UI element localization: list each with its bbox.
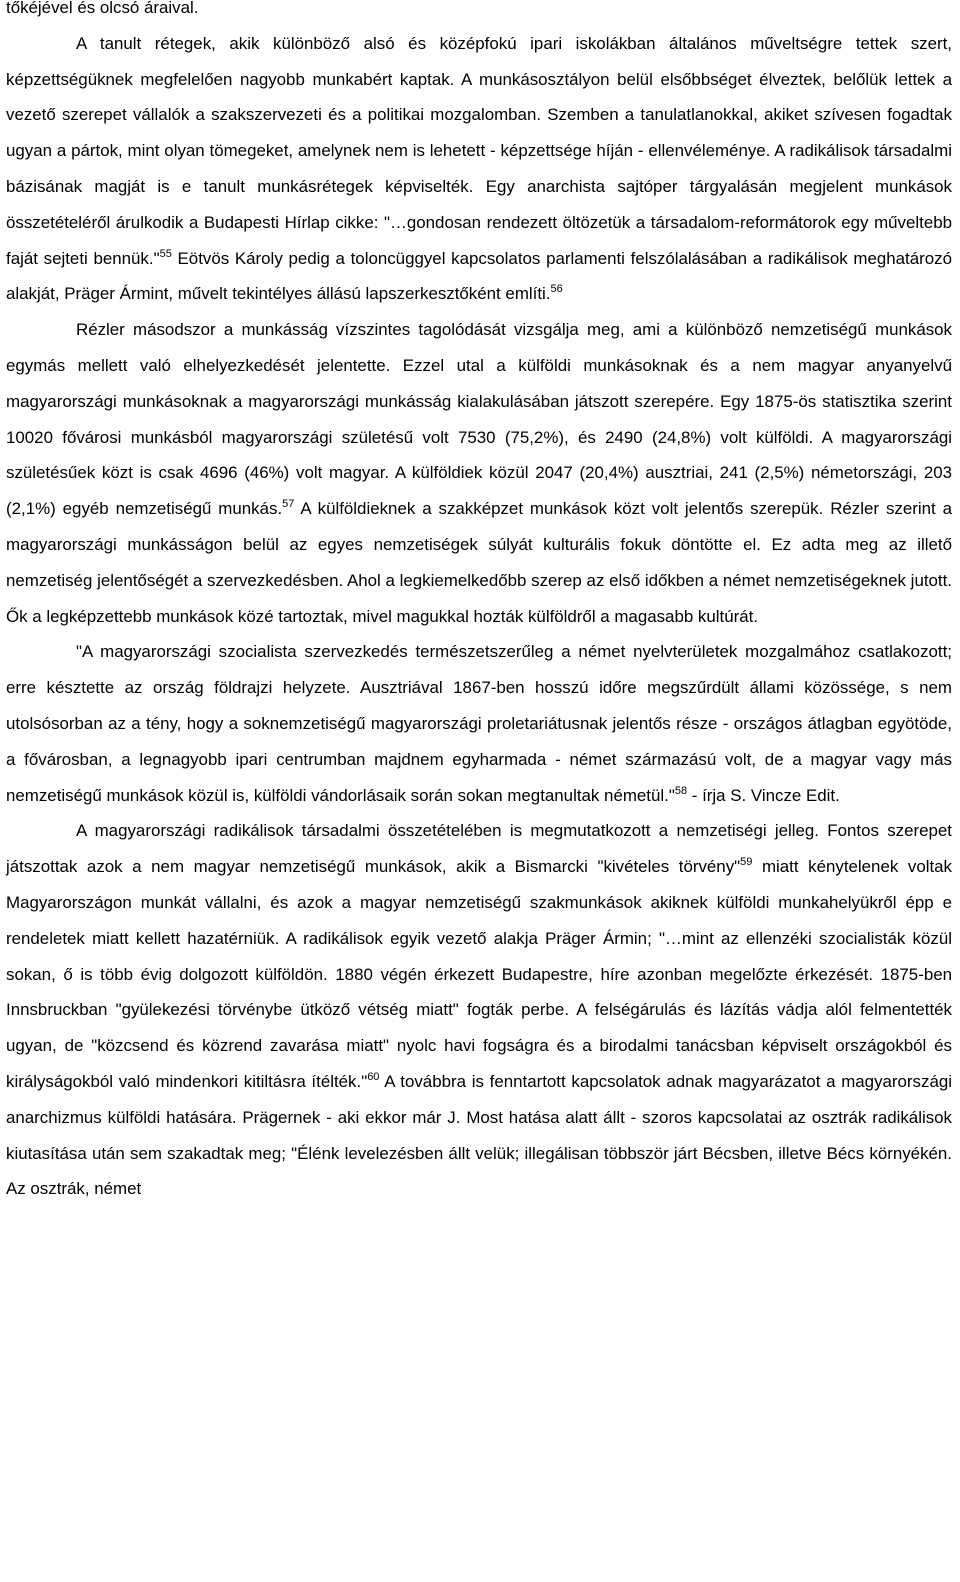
footnote-reference: 60 [367,1070,380,1083]
paragraph-text: "A magyarországi szocialista szervezkedés természetszerűleg a német nyelvterületek mozgalmához csatlakozott; erre késztette az ország földrajzi helyzete. Ausztriával 1867-ben hosszú időre megszűrdült állami közössége, s nem utolsósorban az a tény, hogy a soknemzetiségű magyarországi proletariátusnak jelentős része - országos átlagban egyötöde, a fővárosban, a legnagyobb ipari centrumban majdnem egyharmada - német származású volt, de a magyar vagy más nemzetiségű munkások közül is, külföldi vándorlásaik során sokan megtanultak németül." [6,642,952,805]
footnote-reference: 58 [674,784,688,797]
footnote-reference: 55 [159,247,172,260]
footnote-reference: 57 [282,498,295,511]
paragraph-text: Eötvös Károly pedig a toloncüggyel kapcsolatos parlamenti felszólalásában a radikálisok meghatározó alakját, Präger Ármint, művelt tekintélyes állású lapszerkesztőként említi. [6,248,952,304]
paragraph-text: - írja S. Vincze Edit. [687,785,840,805]
paragraph-text: A továbbra is fenntartott kapcsolatok adnak magyarázatot a magyarországi anarchizmus külföldi hatására. Prägernek - aki ekkor már J. Most hatása alatt állt - szoros kapcsolatai az osztrák radikálisok kiutasítása után sem szakadtak meg; "Élénk levelezésben állt velük; illegálisan többször járt Bécsben, illetve Bécs környékén. Az osztrák, német [6,1071,952,1199]
paragraph [6,0,952,26]
paragraph-text: A külföldieknek a szakképzet munkások közt volt jelentős szerepük. Rézler szerint a magyarországi munkásságon belül az egyes nemzetiségek súlyát kulturális fokuk döntötte el. Ez adta meg az illető nemzetiség jelentőségét a szervezkedésben. Ahol a legkiemelkedőbb szerep az első időkben a német nemzetiségeknek jutott. Ők a legképzettebb munkások közé tartoztak, mivel magukkal hozták külföldről a magasabb kultúrát. [6,499,953,626]
document-page [6,0,952,1207]
paragraph-text: Rézler másodszor a munkásság vízszintes tagolódását vizsgálja meg, ami a különböző nemzetiségű munkások egymás mellett való elhelyezkedését jelentette. Ezzel utal a külföldi munkásoknak és a nem magyar anyanyelvű magyarországi munkásoknak a magyarországi munkásság kialakulásában játszott szerepére. Egy 1875-ös statisztika szerint 10020 fővárosi munkásból magyarországi születésű volt 7530 (75,2%), és 2490 (24,8%) volt külföldi. A magyarországi születésűek közt is csak 4696 (46%) volt magyar. A külföldiek közül 2047 (20,4%) ausztriai, 241 (2,5%) németországi, 203 (2,1%) egyéb nemzetiségű munkás. [6,320,952,519]
paragraph [6,813,952,1207]
paragraph [6,634,952,813]
paragraph-text: A tanult rétegek, akik különböző alsó és középfokú ipari iskolákban általános műveltségre tettek szert, képzettségüknek megfelelően nagyobb munkabért kaptak. A munkásosztályon belül elsőbbséget élveztek, belőlük lettek a vezető szerepet vállalók a szakszervezeti és a politikai mozgalomban. Szemben a tanulatlanokkal, akiket szívesen fogadtak ugyan a pártok, mint olyan tömegeket, amelynek nem is lehetett - képzettsége híján - ellenvéleménye. A radikálisok társadalmi bázisának magját is e tanult munkásrétegek képviselték. Egy anarchista sajtóper tárgyalásán megjelent munkások összetételéről árulkodik a Budapesti Hírlap cikke: "…gondosan rendezett öltözetük a társadalom-reformátorok egy műveltebb faját sejteti bennük." [6,33,952,268]
paragraph-text: miatt kénytelenek voltak Magyarországon munkát vállalni, és azok a magyar nemzetiségű szakmunkások akiknek külföldi munkahelyükről épp e rendeletek miatt kellett hazatérniük. A radikálisok egyik vezető alakja Präger Ármin; "…mint az ellenzéki szocialisták közül sokan, ő is több évig dolgozott külföldön. 1880 végén érkezett Budapestre, híre azonban megelőzte érkezését. 1875-ben Innsbruckban "gyülekezési törvénybe ütköző vétség miatt" fogták perbe. A felségárulás és lázítás vádja alól felmentették ugyan, de "közcsend és közrend zavarása miatt" nyolc havi fogságra és a birodalmi tanácsban képviselt országokból és királyságokból való mindenkori kitiltásra ítélték." [6,857,952,1091]
footnote-reference: 56 [550,283,563,296]
footnote-reference: 59 [740,856,753,869]
paragraph-text: tőkéjével és olcsó áraival. [6,0,199,17]
paragraph [6,26,952,312]
paragraph [6,312,952,634]
paragraph-text: A magyarországi radikálisok társadalmi összetételében is megmutatkozott a nemzetiségi jelleg. Fontos szerepet játszottak azok a nem magyar nemzetiségű munkások, akik a Bismarcki "kivételes törvény" [6,821,952,877]
